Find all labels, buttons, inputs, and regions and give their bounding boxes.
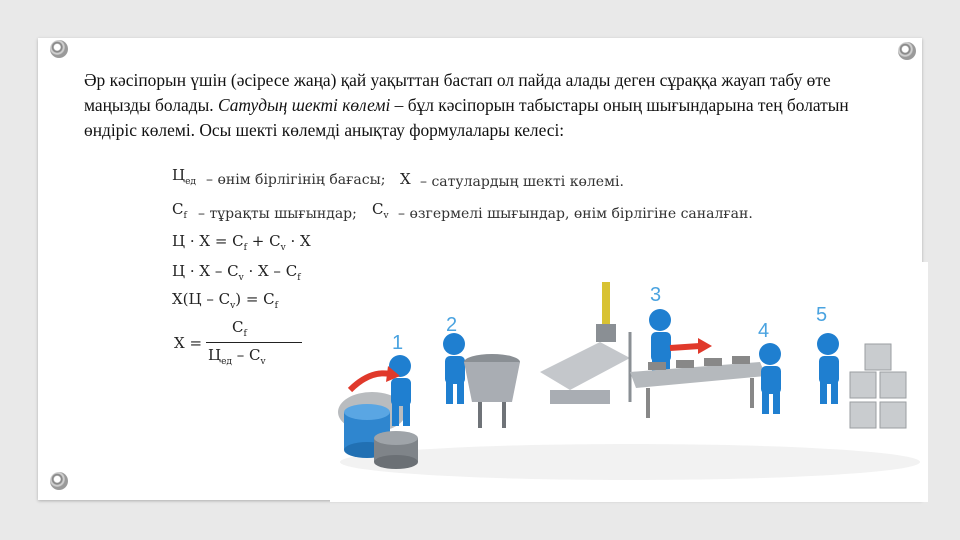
formula-2: $Ц \cdot X - C_v \cdot X - C_f$	[172, 262, 301, 283]
step-number-1: 1	[392, 332, 404, 354]
step-number-5: 5	[816, 304, 828, 326]
formula-4-denominator: $Ц_{ед} - C_v$	[208, 346, 266, 367]
pin-icon	[50, 40, 68, 58]
production-line-illustration	[330, 262, 928, 502]
production-line-graphic	[330, 262, 928, 502]
paragraph-text-end: – бұл кәсіпорын табыстары оның шығындарына тең болатын өндіріс көлемі. Осы шекті көлемді анықтау формулалары келесі:	[84, 95, 849, 140]
paragraph-text: Әр кәсіпорын үшін (әсіресе жаңа) қай уақыттан бастап ол пайда алады деген сұраққа жауап табу өте маңызды болады.	[84, 70, 831, 115]
fraction-bar	[206, 342, 302, 343]
intro-paragraph	[84, 68, 884, 143]
def-volume-text: – сатулардың шекті көлемі.	[420, 174, 624, 190]
def-fixed-text: – тұрақты шығындар;	[198, 206, 357, 222]
worker-figure-4	[759, 343, 781, 414]
step-number-3: 3	[650, 284, 662, 306]
step-number-2: 2	[446, 314, 458, 336]
def-variable-symbol: $C_v$	[372, 200, 389, 221]
step-number-4: 4	[758, 320, 770, 342]
def-fixed-symbol: $C_f$	[172, 200, 187, 221]
worker-figure-5	[817, 333, 839, 404]
formula-4-numerator: $C_f$	[232, 318, 247, 339]
def-price-symbol: $Ц_{ед}$	[172, 166, 196, 187]
pin-icon	[50, 472, 68, 490]
formula-4-lhs: X =	[174, 334, 203, 352]
def-price-text: – өнім бірлігінің бағасы;	[206, 172, 386, 188]
def-volume-symbol: X	[400, 170, 411, 188]
paragraph-italic-term: Сатудың шекті көлемі	[217, 95, 391, 115]
worker-figure-2	[443, 333, 465, 404]
conveyor-belt	[630, 356, 766, 418]
press-machine	[540, 282, 630, 404]
pin-icon	[898, 42, 916, 60]
mixer-machine	[464, 354, 520, 428]
def-variable-text: – өзгермелі шығындар, өнім бірлігіне саналған.	[398, 206, 753, 222]
finished-blocks	[850, 344, 906, 428]
formula-1: $Ц \cdot X = C_f + C_v \cdot X$	[172, 232, 311, 253]
formula-3: $X(Ц - C_v) = C_f$	[172, 290, 278, 311]
